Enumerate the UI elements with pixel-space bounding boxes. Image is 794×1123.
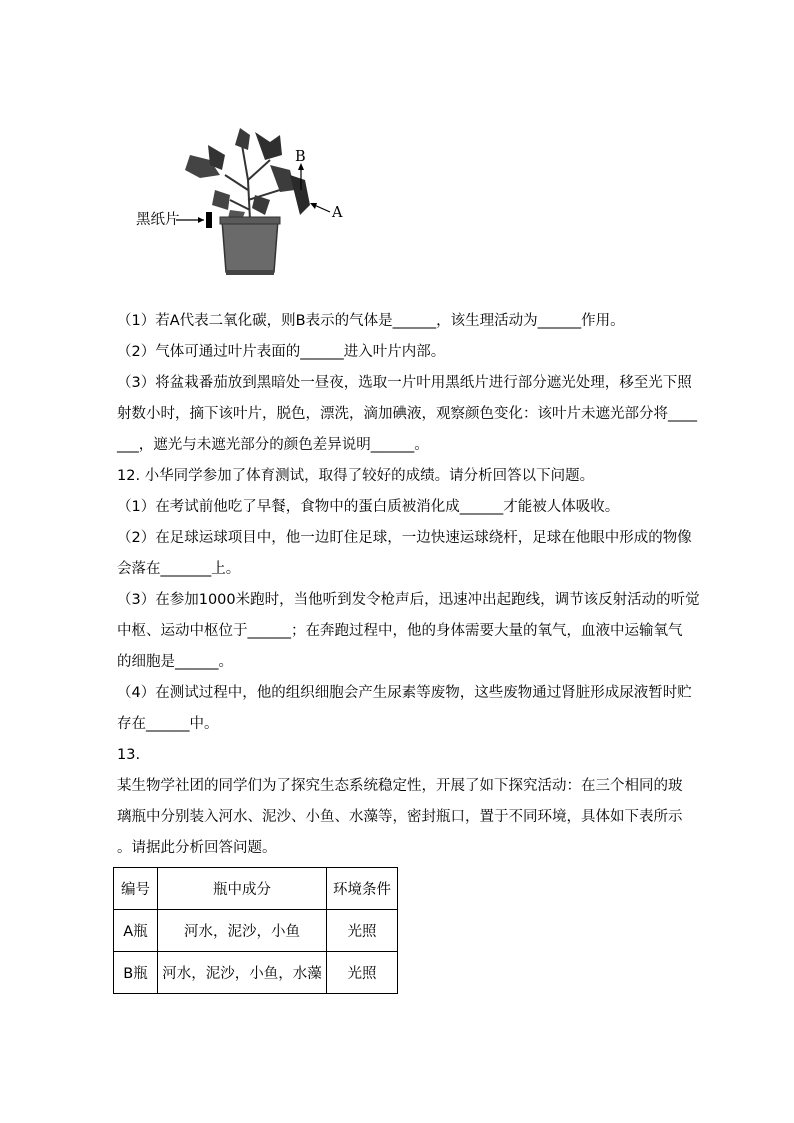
header-cell: 瓶中成分	[158, 868, 327, 910]
q13-stem-line3: 。请据此分析回答问题。	[117, 840, 277, 856]
potted-plant-illustration	[130, 120, 360, 285]
table-cell: 光照	[327, 910, 398, 952]
q12-part4-line2: 存在______中。	[117, 716, 219, 732]
q11-part3-line1: （3）将盆栽番茄放到黑暗处一昼夜，选取一片叶用黑纸片进行部分遮光处理，移至光下照	[117, 375, 692, 391]
q11-part1: （1）若A代表二氧化碳，则B表示的气体是______，该生理活动为______作用。	[117, 313, 625, 329]
q11-part3-line2: 射数小时，摘下该叶片，脱色，漂洗，滴加碘液，观察颜色变化：该叶片未遮光部分将____	[117, 406, 697, 422]
q13-number: 13.	[117, 747, 141, 763]
q13-stem-line1: 某生物学社团的同学们为了探究生态系统稳定性，开展了如下探究活动：在三个相同的玻	[117, 778, 683, 794]
table-cell: 河水，泥沙，小鱼，水藻	[158, 952, 327, 994]
table-cell: 河水，泥沙，小鱼	[158, 910, 327, 952]
header-cell: 环境条件	[327, 868, 398, 910]
q13-stem-line2: 璃瓶中分别装入河水、泥沙、小鱼、水藻等，密封瓶口，置于不同环境，具体如下表所示	[117, 809, 683, 825]
q12-part3-line3: 的细胞是______。	[117, 654, 233, 670]
header-cell: 编号	[114, 868, 158, 910]
q12-part4-line1: （4）在测试过程中，他的组织细胞会产生尿素等废物，这些废物通过肾脏形成尿液暂时贮	[117, 685, 692, 701]
plant-figure	[130, 120, 360, 285]
table-header-row	[114, 868, 398, 910]
table-cell: 光照	[327, 952, 398, 994]
label-b: B	[295, 149, 306, 165]
q12-part2-line2: 会落在_______上。	[117, 561, 241, 577]
q11-part2: （2）气体可通过叶片表面的______进入叶片内部。	[117, 344, 446, 360]
table-cell: B瓶	[114, 952, 158, 994]
q12-part3-line1: （3）在参加1000米跑时，当他听到发令枪声后，迅速冲出起跑线，调节该反射活动的听觉	[117, 592, 700, 608]
label-a: A	[332, 205, 343, 221]
black-paper-label: 黑纸片	[136, 212, 180, 228]
table-cell: A瓶	[114, 910, 158, 952]
q11-part3-line3: ___，遮光与未遮光部分的颜色差异说明______。	[117, 437, 429, 453]
q12-part3-line2: 中枢、运动中枢位于______；在奔跑过程中，他的身体需要大量的氧气，血液中运输氧气	[117, 623, 683, 639]
q12-stem: 12. 小华同学参加了体育测试，取得了较好的成绩。请分析回答以下问题。	[117, 468, 595, 484]
experiment-table	[113, 867, 398, 994]
table-row	[114, 952, 398, 994]
table-row	[114, 910, 398, 952]
q12-part2-line1: （2）在足球运球项目中，他一边盯住足球，一边快速运球绕杆，足球在他眼中形成的物像	[117, 530, 692, 546]
q12-part1: （1）在考试前他吃了早餐，食物中的蛋白质被消化成______才能被人体吸收。	[117, 499, 620, 515]
